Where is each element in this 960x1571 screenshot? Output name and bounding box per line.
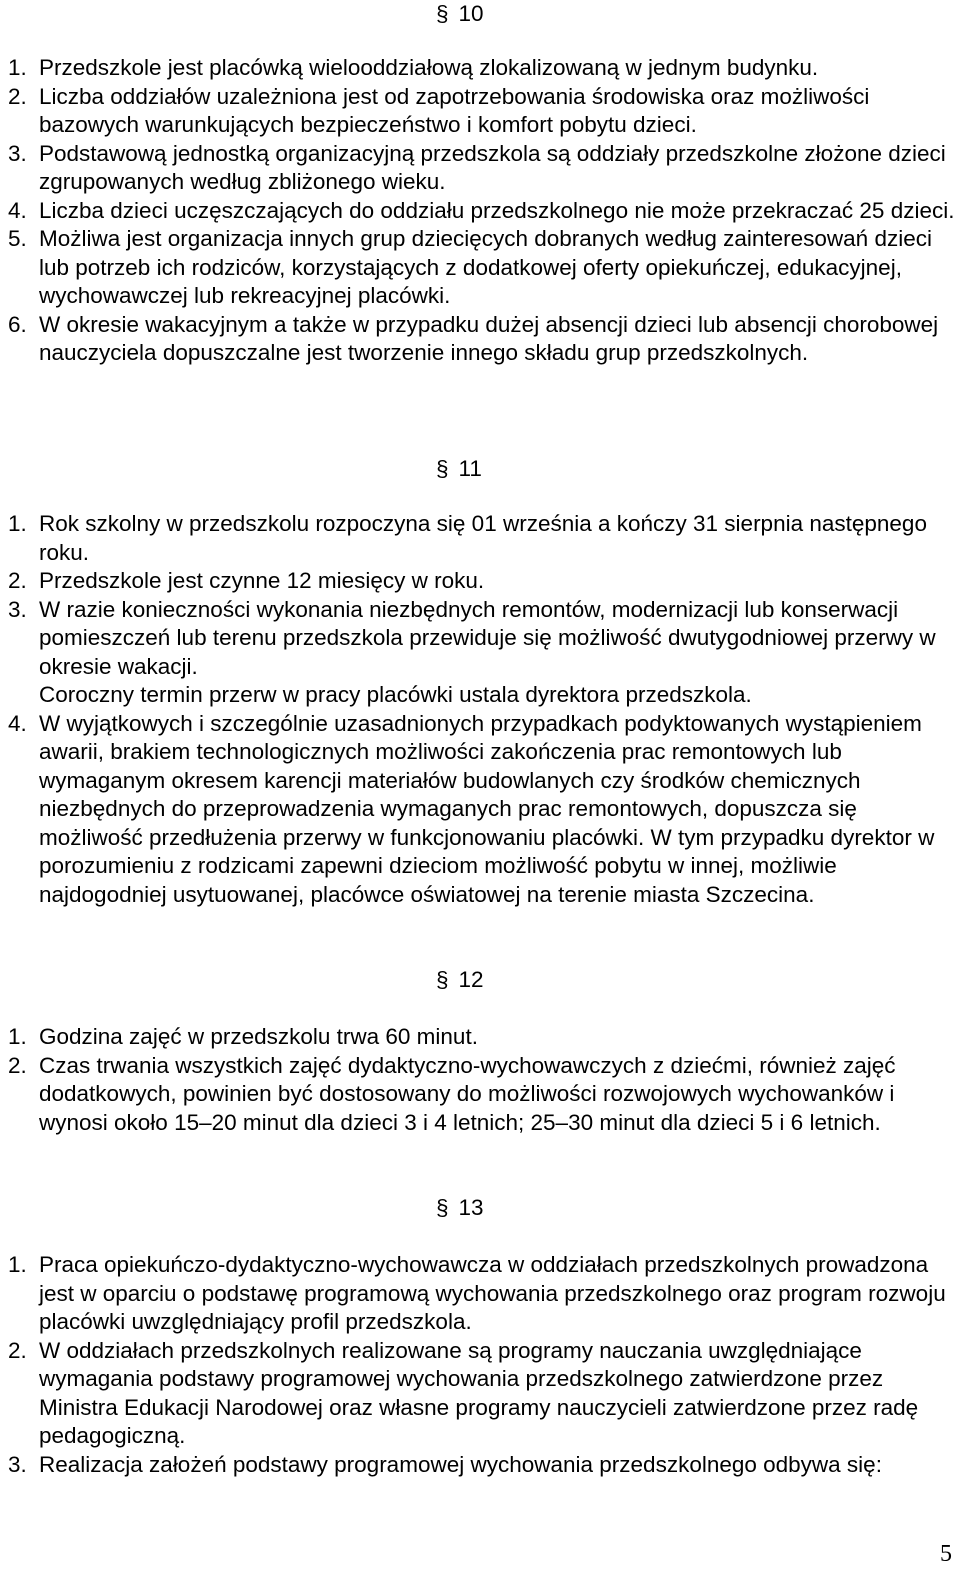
list-item [8, 596, 958, 710]
item-number: 1. [8, 511, 27, 536]
item-text: Czas trwania wszystkich zajęć dydaktyczno-wychowawczych z dziećmi, również zajęć dodatkowych, powinien być dostosowany do możliwości rozwojowych wychowanków i wynosi około 15–20 minut dla dzieci 3 i 4 letnich; 25–30 minut dla dzieci 5 i 6 letnich. [39, 1052, 896, 1135]
list-item [8, 54, 958, 83]
list-item [8, 140, 958, 197]
list-item [8, 197, 958, 226]
item-text: Podstawową jednostką organizacyjną przedszkola są oddziały przedszkolne złożone dzieci zgrupowanych według zbliżonego wieku. [39, 140, 946, 194]
item-extra-text: Coroczny termin przerw w pracy placówki ustala dyrektora przedszkola. [39, 682, 752, 707]
item-number: 1. [8, 1252, 27, 1277]
item-text: W okresie wakacyjnym a także w przypadku dużej absencji dzieci lub absencji chorobowej nauczyciela dopuszczalne jest tworzenie innego składu grup przedszkolnych. [39, 311, 939, 365]
item-number: 4. [8, 197, 27, 223]
list-item [8, 1451, 958, 1480]
item-text: Przedszkole jest czynne 12 miesięcy w roku. [39, 568, 485, 593]
section-heading-13 [436, 1194, 484, 1223]
item-number: 5. [8, 226, 27, 251]
item-text: Liczba oddziałów uzależniona jest od zapotrzebowania środowiska oraz możliwości bazowych warunkujących bezpieczeństwo i komfort pobytu dzieci. [39, 83, 870, 137]
section-heading-12 [436, 966, 484, 995]
item-number: 4. [8, 710, 27, 736]
item-text: Rok szkolny w przedszkolu rozpoczyna się 01 września a kończy 31 sierpnia następnego roku. [39, 511, 927, 565]
section-number: 10 [458, 1, 484, 26]
item-text: W razie konieczności wykonania niezbędnych remontów, modernizacji lub konserwacji pomieszczeń lub terenu przedszkola przewiduje się możliwość dwutygodniowej przerwy w okresie wakacji. [39, 596, 936, 679]
list-item [8, 567, 958, 596]
section-heading-10 [436, 0, 484, 29]
section-10-list [8, 54, 958, 368]
list-item [8, 510, 958, 567]
item-text: W wyjątkowych i szczególnie uzasadnionych przypadkach podyktowanych wystąpieniem awarii, brakiem technologicznych możliwości zakończenia prac remontowych lub wymaganym okresem karencji materiałów budowlanych czy środków chemicznych niezbędnych do przeprowadzenia wymaganych prac remontowych, dopuszcza się możliwość przedłużenia przerwy w funkcjonowaniu placówki. W tym przypadku dyrektor w porozumieniu z rodzicami zapewni dzieciom możliwość pobytu w innej, możliwie najdogodniej usytuowanej, placówce oświatowej na terenie miasta Szczecina. [39, 710, 935, 907]
list-item [8, 710, 958, 910]
list-item [8, 83, 958, 140]
section-number: 11 [458, 456, 482, 481]
item-number: 3. [8, 140, 27, 166]
item-number: 2. [8, 568, 27, 593]
item-number: 2. [8, 83, 27, 109]
item-text: W oddziałach przedszkolnych realizowane są programy nauczania uwzględniające wymagania podstawy programowej wychowania przedszkolnego zatwierdzone przez Ministra Edukacji Narodowej oraz własne programy nauczycieli zatwierdzone przez radę pedagogiczną. [39, 1337, 919, 1448]
section-number: 12 [458, 967, 484, 992]
list-item [8, 1052, 958, 1138]
item-number: 2. [8, 1337, 27, 1363]
item-text: Godzina zajęć w przedszkolu trwa 60 minut. [39, 1024, 478, 1049]
section-13-list [8, 1251, 958, 1479]
list-item [8, 1337, 958, 1451]
item-text: Możliwa jest organizacja innych grup dziecięcych dobranych według zainteresowań dzieci lub potrzeb ich rodziców, korzystających z dodatkowej oferty opiekuńczej, edukacyjnej, wychowawczej lub rekreacyjnej placówki. [39, 226, 932, 308]
list-item [8, 1023, 958, 1052]
item-number: 3. [8, 1451, 27, 1477]
page-number: 5 [940, 1541, 952, 1567]
list-item [8, 225, 958, 311]
item-number: 3. [8, 596, 27, 622]
section-heading-11 [436, 455, 482, 484]
item-text: Liczba dzieci uczęszczających do oddziału przedszkolnego nie może przekraczać 25 dzieci. [39, 197, 955, 223]
item-text: Praca opiekuńczo-dydaktyczno-wychowawcza w oddziałach przedszkolnych prowadzona jest w oparciu o podstawę programową wychowania przedszkolnego oraz program rozwoju placówki uwzględniający profil przedszkola. [39, 1252, 946, 1334]
section-11-list [8, 510, 958, 909]
section-symbol: § [436, 967, 449, 992]
section-symbol: § [436, 1, 449, 26]
section-symbol: § [436, 456, 449, 481]
item-text: Przedszkole jest placówką wielooddziałową zlokalizowaną w jednym budynku. [39, 55, 819, 80]
item-number: 2. [8, 1052, 27, 1078]
item-number: 1. [8, 1024, 27, 1049]
list-item [8, 1251, 958, 1337]
list-item [8, 311, 958, 368]
item-number: 1. [8, 55, 27, 80]
section-12-list [8, 1023, 958, 1137]
section-symbol: § [436, 1195, 449, 1220]
item-text: Realizacja założeń podstawy programowej wychowania przedszkolnego odbywa się: [39, 1451, 882, 1477]
section-number: 13 [458, 1195, 484, 1220]
item-number: 6. [8, 311, 27, 337]
